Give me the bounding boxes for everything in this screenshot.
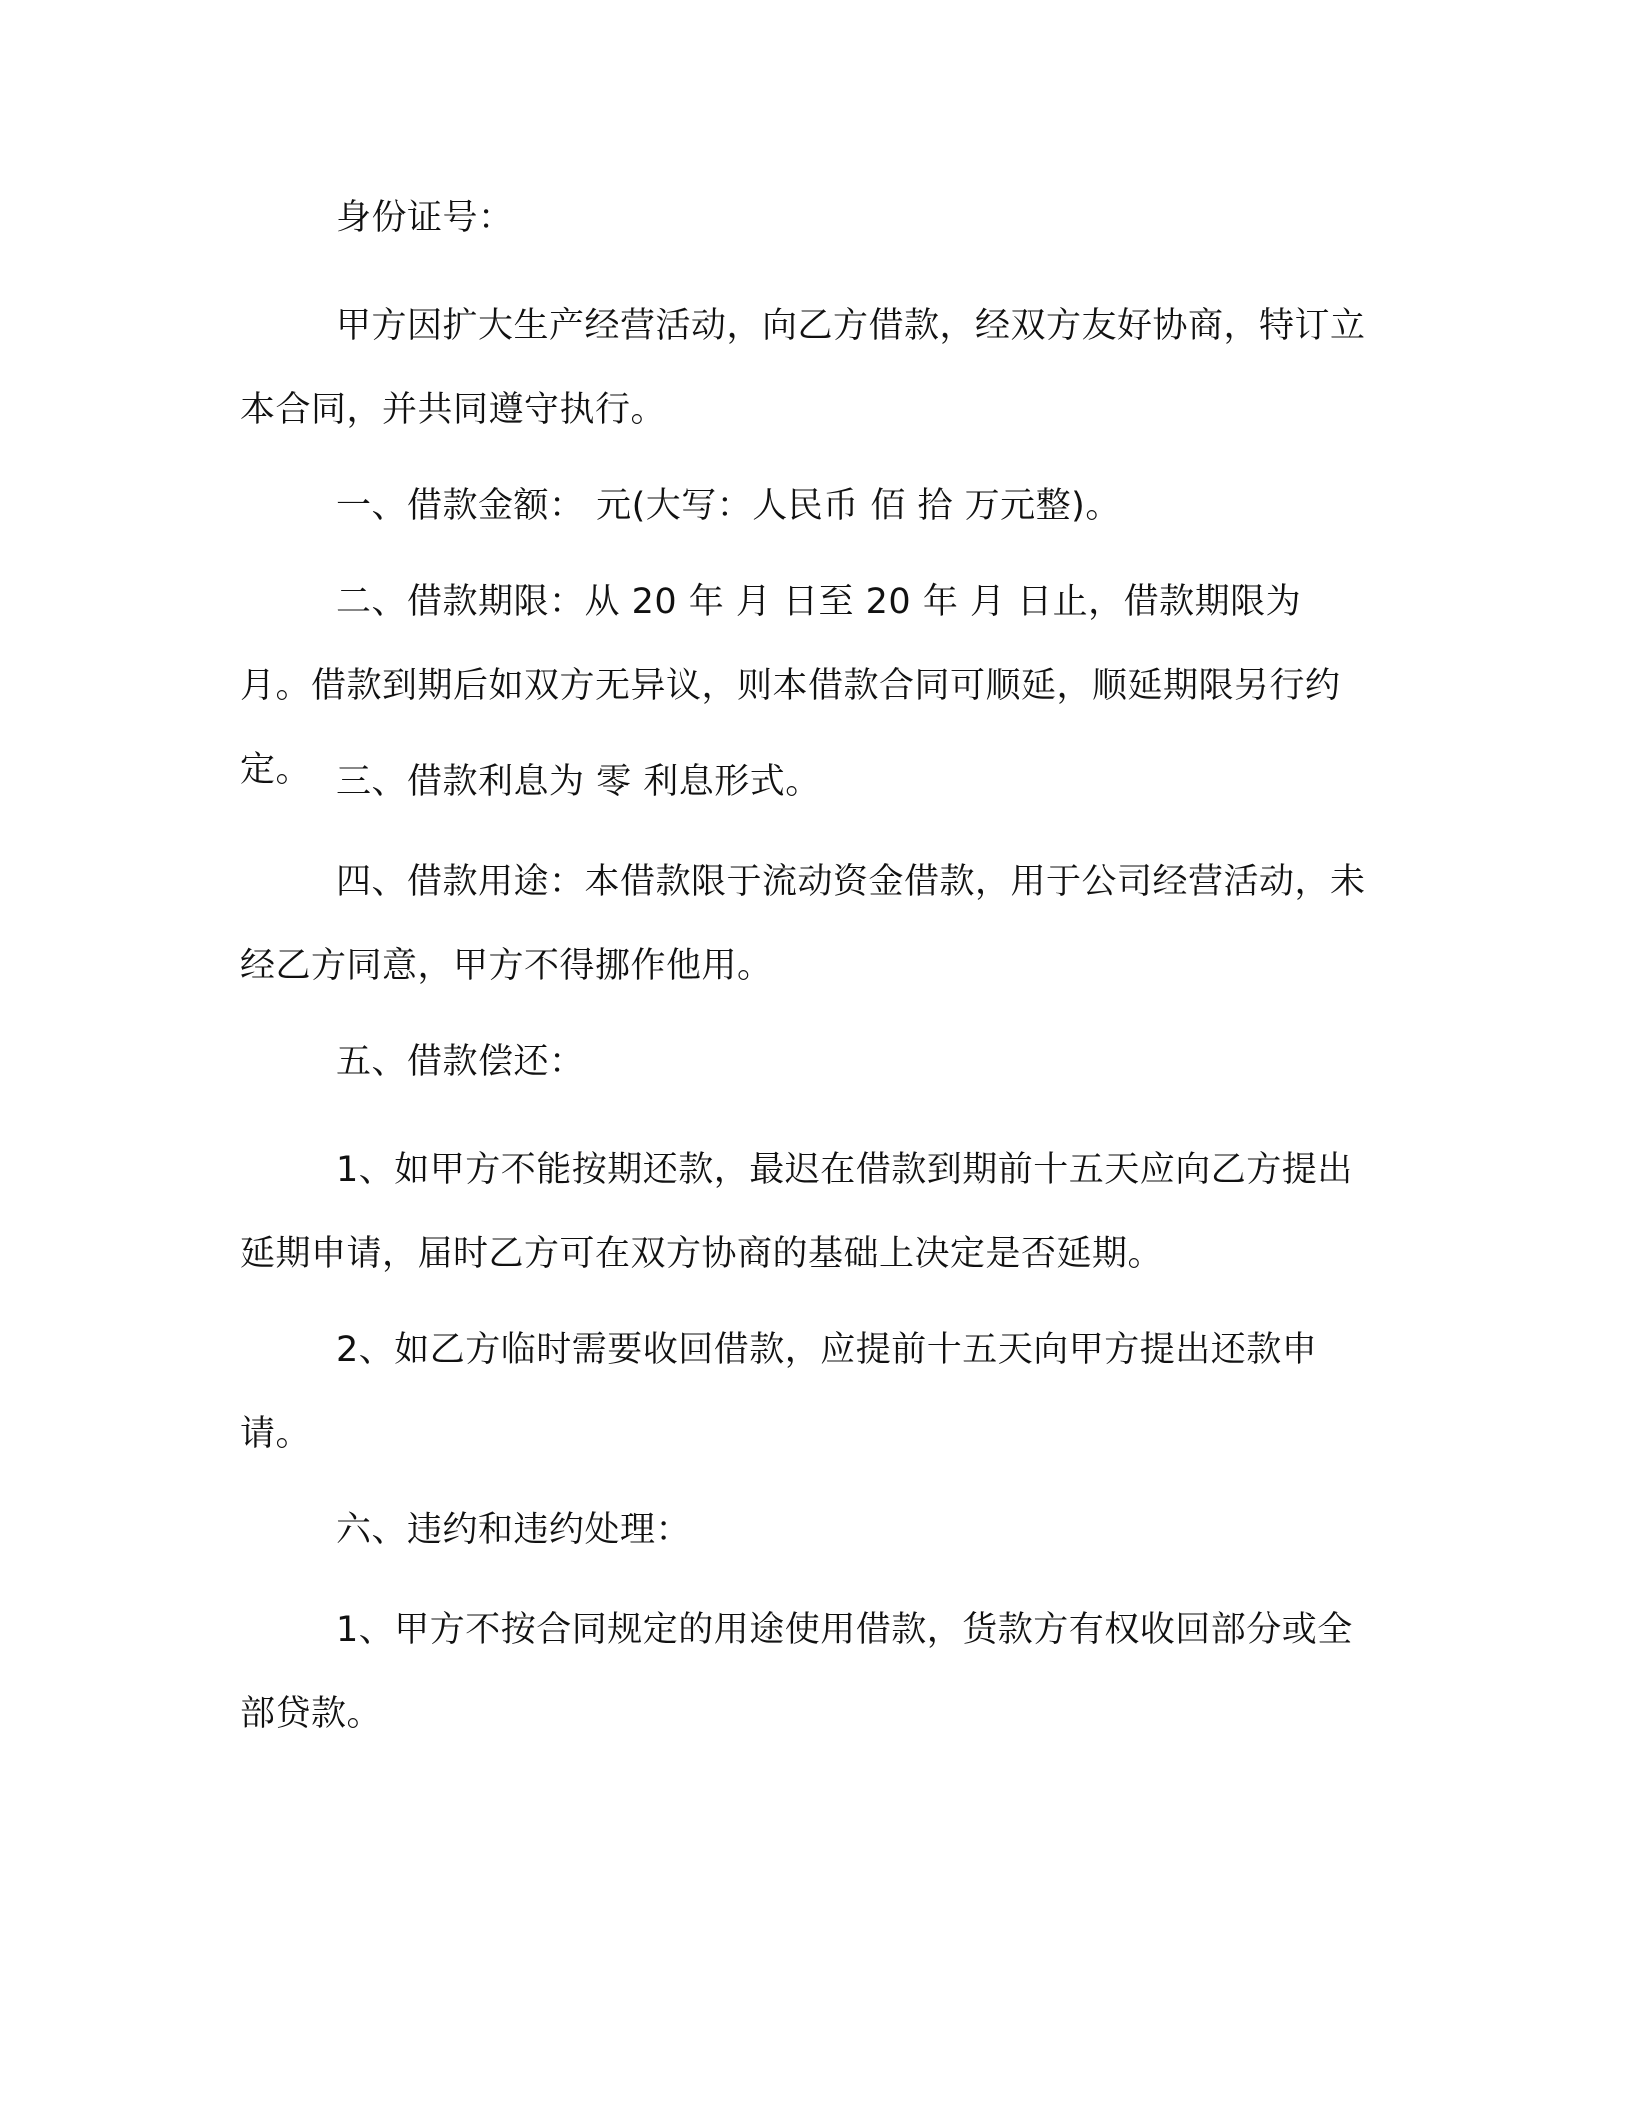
clause-5-item-1: 1、如甲方不能按期还款，最迟在借款到期前十五天应向乙方提出延期申请，届时乙方可在双方协商的基础上决定是否延期。 — [240, 1150, 1353, 1274]
clause-2-loan-term: 二、借款期限：从 20 年 月 日至 20 年 月 日止，借款期限为 月。借款到期后如双方无异议，则本借款合同可顺延，顺延期限另行约定。 — [240, 582, 1341, 790]
clause-5-repayment: 五、借款偿还： — [336, 1042, 585, 1082]
clause-6-breach: 六、违约和违约处理： — [336, 1510, 692, 1550]
clause-4-loan-purpose: 四、借款用途：本借款限于流动资金借款，用于公司经营活动，未经乙方同意，甲方不得挪作他用。 — [240, 862, 1366, 986]
clause-3-interest: 三、借款利息为 零 利息形式。 — [336, 762, 821, 802]
id-number-line: 身份证号： — [336, 198, 514, 238]
clause-5-item-2: 2、如乙方临时需要收回借款，应提前十五天向甲方提出还款申请。 — [240, 1330, 1318, 1454]
clause-6-item-1: 1、甲方不按合同规定的用途使用借款，货款方有权收回部分或全部贷款。 — [240, 1610, 1353, 1734]
preamble-paragraph: 甲方因扩大生产经营活动，向乙方借款，经双方友好协商，特订立本合同，并共同遵守执行。 — [240, 306, 1366, 430]
clause-1-loan-amount: 一、借款金额： 元(大写：人民币 佰 拾 万元整)。 — [336, 486, 1121, 526]
